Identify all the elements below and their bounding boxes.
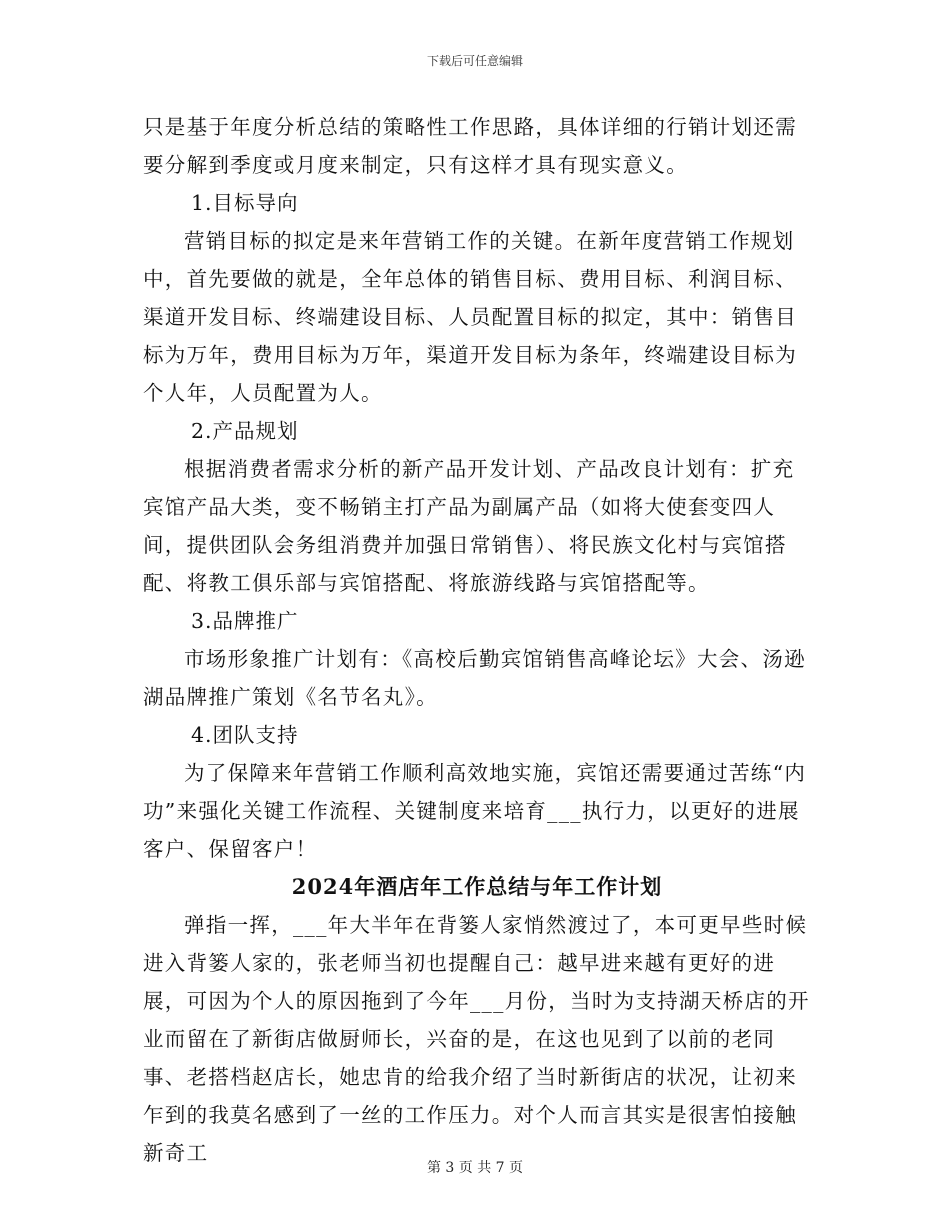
document-title: 2024年酒店年工作总结与年工作计划 [291,874,663,899]
paragraph: 根据消费者需求分析的新产品开发计划、产品改良计划有：扩充宾馆产品大类，变不畅销主打产品为副属产品（如将大使套变四人间，提供团队会务组消费并加强日常销售）、将民族文化村与宾馆搭配、将教工俱乐部与宾馆搭配、将旅游线路与宾馆搭配等。 [143,457,795,595]
section-heading-2: 2.产品规划 [191,419,299,443]
paragraph: 只是基于年度分析总结的策略性工作思路，具体详细的行销计划还需要分解到季度或月度来制定，只有这样才具有现实意义。 [143,115,797,177]
paragraph: 市场形象推广计划有：《高校后勤宾馆销售高峰论坛》大会、汤逊湖品牌推广策划《名节名丸》。 [143,647,806,709]
section-heading-1: 1.目标导向 [191,191,299,215]
page-header: 下载后可任意编辑 [426,54,523,68]
paragraph: 弹指一挥，___年大半年在背篓人家悄然渡过了，本可更早些时候进入背篓人家的，张老师当初也提醒自己：越早进来越有更好的进展，可因为个人的原因拖到了今年___月份，当时为支持湖天桥店的开业而留在了新街店做厨师长，兴奋的是，在这也见到了以前的老同事、老搭档赵店长，她忠肯的给我介绍了当时新街店的状况，让初来乍到的我莫名感到了一丝的工作压力。对个人而言其实是很害怕接触新奇工 [143,913,810,1165]
paragraph: 为了保障来年营销工作顺利高效地实施，宾馆还需要通过苦练“内功”来强化关键工作流程、关键制度来培育___执行力，以更好的进展客户、保留客户！ [143,761,807,861]
document-body [143,108,811,1172]
page-footer: 第 3 页 共 7 页 [426,1160,524,1176]
section-heading-3: 3.品牌推广 [191,609,299,633]
paragraph: 营销目标的拟定是来年营销工作的关键。在新年度营销工作规划中，首先要做的就是，全年总体的销售目标、费用目标、利润目标、渠道开发目标、终端建设目标、人员配置目标的拟定，其中：销售目标为万年，费用目标为万年，渠道开发目标为条年，终端建设目标为个人年，人员配置为人。 [143,229,797,405]
section-heading-4: 4.团队支持 [191,723,299,747]
